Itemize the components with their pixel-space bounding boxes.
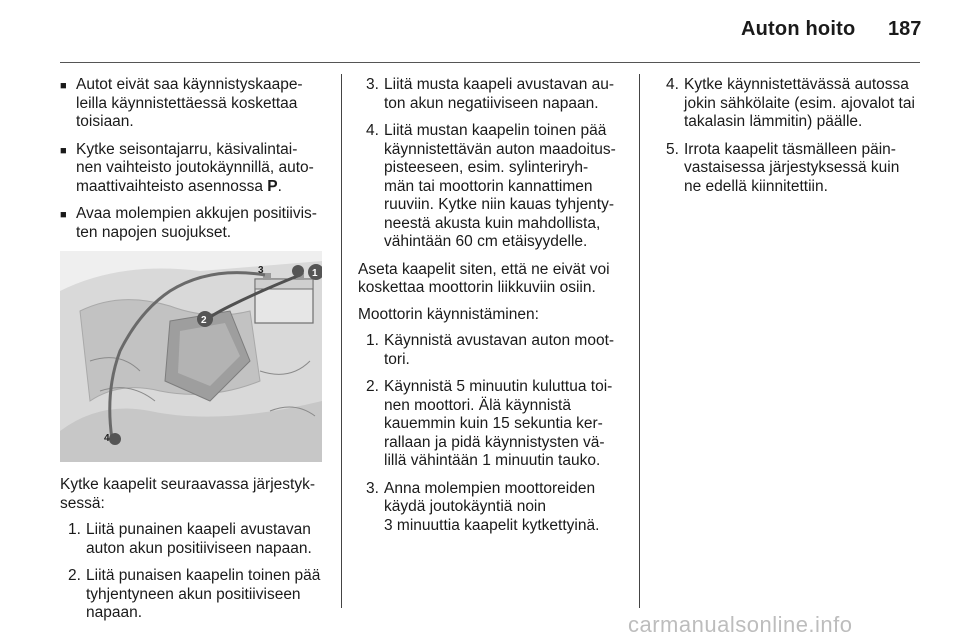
list-item: 4. Liitä mustan kaapelin toinen pää käynnistettävän auton maadoitus- pisteeseen, esim. sylinteriryh- män tai moottorin kannattimen ruuviin. Kytke niin kauas tyhjenty- neestä akusta kuin mahdollista, vähintään 60 cm etäisyydelle. [366, 122, 616, 250]
bullet-item: ■ Autot eivät saa käynnistyskaape- leilla käynnistettäessä koskettaa toisiaan. [60, 76, 303, 130]
square-bullet-icon: ■ [60, 144, 67, 157]
bullet-item: ■ Kytke seisontajarru, käsivalintai- nen vaihteisto joutokäynnillä, auto- maattivaihteisto asennossa P. [60, 140, 314, 195]
intro-paragraph: Kytke kaapelit seuraavassa järjestyk- sessä: [60, 476, 316, 512]
watermark: carmanualsonline.info [628, 612, 853, 637]
column-1 [60, 76, 330, 632]
jump-start-illustration [60, 251, 322, 462]
page-number: 187 [888, 18, 922, 40]
callout-2: 2 [201, 315, 207, 326]
square-bullet-icon: ■ [60, 209, 67, 221]
column-divider-2 [639, 74, 640, 608]
column-3 [658, 76, 928, 205]
bullet-item: ■ Avaa molempien akkujen positiivis- ten napojen suojukset. [60, 205, 317, 241]
section-title: Auton hoito [741, 18, 856, 40]
column-2 [358, 76, 630, 544]
callout-1: 1 [312, 268, 318, 279]
list-item: 3. Anna molempien moottoreiden käydä joutokäyntiä noin 3 minuuttia kaapelit kytkettyinä. [366, 479, 600, 534]
list-item: 3. Liitä musta kaapeli avustavan au- ton akun negatiiviseen napaan. [366, 76, 615, 112]
list-item: 1. Käynnistä avustavan auton moot- tori. [366, 332, 615, 368]
list-item: 5. Irrota kaapelit täsmälleen päin- vastaisessa järjestyksessä kuin ne edellä kiinnitettiin. [666, 140, 900, 195]
list-item: 4. Kytke käynnistettävässä autossa jokin sähkölaite (esim. ajovalot tai takalasin lämmitin) päälle. [666, 76, 915, 130]
column-divider-1 [341, 74, 342, 608]
list-item: 2. Liitä punaisen kaapelin toinen pää tyhjentyneen akun positiiviseen napaan. [68, 567, 321, 621]
square-bullet-icon: ■ [60, 80, 67, 92]
list-item: 1. Liitä punainen kaapeli avustavan auton akun positiiviseen napaan. [68, 521, 312, 557]
header-divider [60, 62, 920, 63]
callout-4: 4 [104, 433, 110, 444]
engine-bay-drawing [60, 251, 322, 462]
list-item: 2. Käynnistä 5 minuutin kuluttua toi- nen moottori. Älä käynnistä kauemmin kuin 15 sekuntia ker- rallaan ja pidä käynnistysten vä- lillä vähintään 1 minuutin tauko. [366, 378, 613, 469]
callout-3: 3 [258, 265, 264, 276]
starting-heading: Moottorin käynnistäminen: [358, 305, 539, 323]
cable-placement-paragraph: Aseta kaapelit siten, että ne eivät voi koskettaa moottorin liikkuviin osiin. [358, 260, 610, 296]
